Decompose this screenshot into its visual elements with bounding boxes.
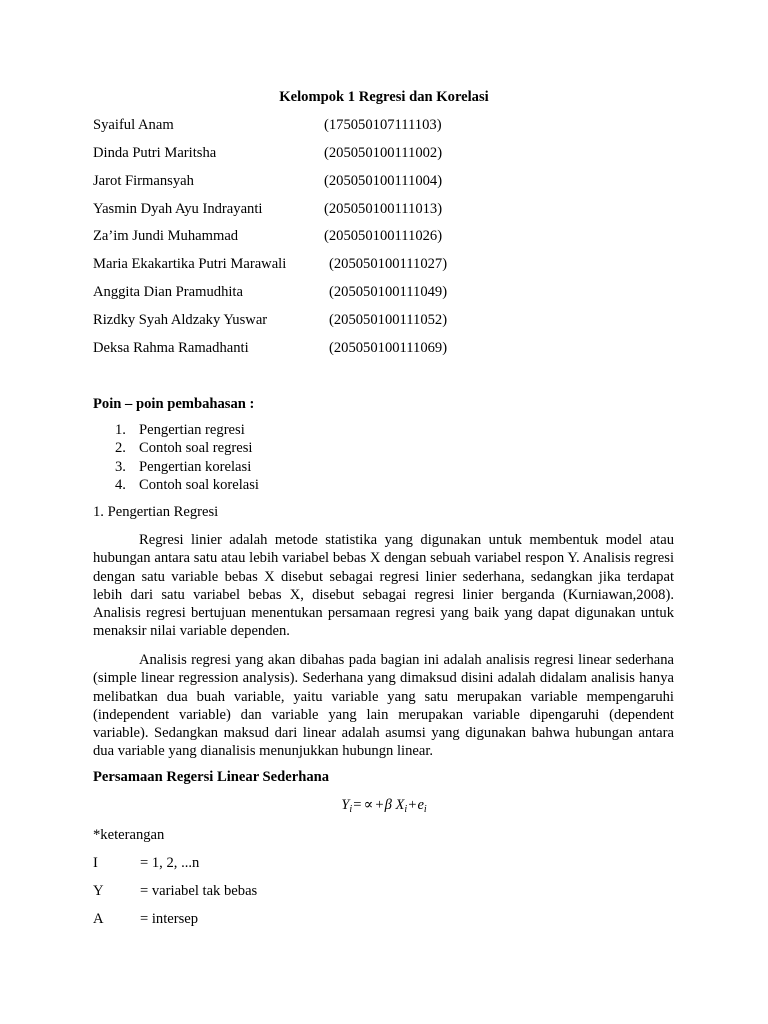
- points-list: [115, 421, 259, 494]
- list-number: 2.: [115, 440, 126, 457]
- member-name: Dinda Putri Maritsha: [93, 145, 217, 161]
- list-text: Pengertian regresi: [139, 422, 245, 438]
- eq-plus: +: [408, 797, 417, 813]
- eq-e: e: [417, 797, 424, 813]
- points-heading: Poin – poin pembahasan :: [93, 396, 255, 412]
- member-nim: (205050100111002): [324, 145, 443, 161]
- note-description: = intersep: [140, 911, 199, 927]
- member-name: Rizdky Syah Aldzaky Yuswar: [93, 312, 268, 328]
- eq-y: Y: [341, 797, 350, 813]
- list-item: [115, 439, 259, 457]
- member-name: Anggita Dian Pramudhita: [93, 284, 243, 300]
- eq-beta: β: [384, 797, 392, 813]
- member-nim: (205050100111026): [324, 228, 443, 244]
- list-item: [115, 476, 259, 494]
- list-number: 3.: [115, 458, 126, 475]
- eq-x: X: [395, 797, 405, 813]
- member-name: Syaiful Anam: [93, 117, 174, 133]
- member-nim: (205050100111027): [329, 256, 448, 272]
- eq-e-subscript: i: [423, 804, 427, 815]
- eq-x-subscript: i: [404, 804, 408, 815]
- paragraph-text: Regresi linier adalah metode statistika yang digunakan untuk membentuk model atau hubungan antara satu atau lebih variabel bebas X dengan sebuah variabel respon Y. Analisis regresi dengan satu variable bebas X disebut sebagai regresi linier sederhana, sedangkan jika terdapat lebih dari satu variabel bebas X, disebut sebagai regresi linier berganda (Kurniawan,2008). Analisis regresi bertujuan menentukan persamaan regresi yang baik yang dapat digunakan untuk menaksir nilai variable dependen.: [93, 532, 674, 640]
- member-nim: (205050100111049): [329, 284, 448, 300]
- equation-heading: Persamaan Regersi Linear Sederhana: [93, 769, 330, 785]
- paragraph-text: Analisis regresi yang akan dibahas pada bagian ini adalah analisis regresi linear sederhana (simple linear regression analysis). Sederhana yang dimaksud disini adalah didalam analisis hanya melibatkan dua buah variable, yaitu variable yang satu merupakan variable mempengaruhi (independent variable) dan variable yang lain merupakan variable dipengaruhi (dependent variable). Sedangkan maksud dari linear adalah asumsi yang digunakan bahwa hubungan antara dua variable yang dianalisis menunjukkan hubungn linear.: [93, 652, 674, 760]
- note-symbol: Y: [93, 883, 104, 899]
- document-title: Kelompok 1 Regresi dan Korelasi: [279, 89, 489, 105]
- notes-heading: *keterangan: [93, 827, 165, 843]
- note-symbol: A: [93, 911, 104, 927]
- paragraph-2: [93, 651, 674, 761]
- member-nim: (205050100111069): [329, 340, 448, 356]
- paragraph-1: [93, 531, 674, 641]
- member-nim: (175050107111103): [324, 117, 442, 133]
- note-description: = 1, 2, ...n: [140, 855, 200, 871]
- note-description: = variabel tak bebas: [140, 883, 258, 899]
- list-item: [115, 458, 259, 476]
- member-name: Jarot Firmansyah: [93, 173, 194, 189]
- eq-plus: +: [375, 797, 384, 813]
- list-number: 4.: [115, 476, 126, 493]
- eq-equals: =: [353, 797, 362, 813]
- member-nim: (205050100111052): [329, 312, 448, 328]
- member-name: Za’im Jundi Muhammad: [93, 228, 239, 244]
- section-heading: 1. Pengertian Regresi: [93, 504, 219, 520]
- note-symbol: I: [93, 855, 98, 871]
- list-text: Pengertian korelasi: [139, 458, 252, 475]
- list-text: Contoh soal korelasi: [139, 476, 259, 493]
- member-nim: (205050100111013): [324, 201, 443, 217]
- eq-y-subscript: i: [349, 804, 353, 815]
- list-number: 1.: [115, 422, 126, 438]
- member-nim: (205050100111004): [324, 173, 443, 189]
- member-name: Maria Ekakartika Putri Marawali: [93, 256, 287, 272]
- member-name: Deksa Rahma Ramadhanti: [93, 340, 249, 356]
- list-item: [115, 421, 259, 439]
- list-text: Contoh soal regresi: [139, 440, 253, 457]
- member-name: Yasmin Dyah Ayu Indrayanti: [93, 201, 263, 217]
- eq-alpha: ∝: [363, 797, 374, 813]
- regression-equation: [0, 796, 768, 814]
